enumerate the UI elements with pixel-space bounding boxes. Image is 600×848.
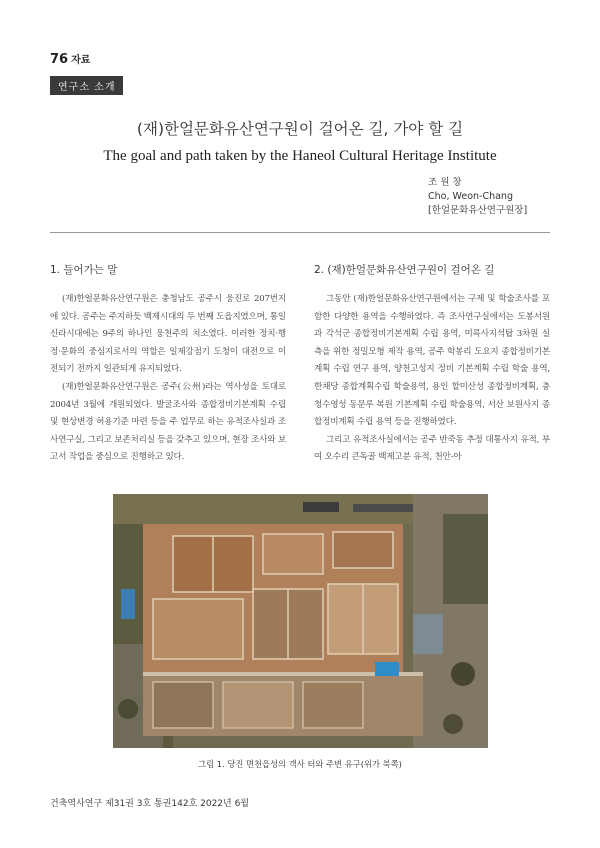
category-tag: 연구소 소개 bbox=[50, 76, 123, 95]
section2-heading: 2. (재)한얼문화유산연구원이 걸어온 길 bbox=[314, 264, 495, 276]
section1-paragraph: (재)한얼문화유산연구원은 공주(公州)라는 역사성을 토대로 2004년 3월에 개원되었다. 발굴조사와 종합정비기본계획 수립 및 현상변경 허용기준 마련 등을 주 업무로 하는 유적조사실과 조사연구실, 그리고 보존처리실 등을 갖추고 있으며, 현장 조사와 보고서 작업을 중심으로 진행하고 있다. bbox=[50, 381, 286, 463]
author-name-ko: 조 원 창 bbox=[428, 177, 462, 188]
section2-paragraph: 그동안 (재)한얼문화유산연구원에서는 구제 및 학술조사를 포함한 다양한 용역을 수행하였다. 즉 조사연구실에서는 도봉서원과 각석군 종합정비기본계획 수립 용역, 미륵사지석탑 3차원 실측을 위한 정밀모형 제작 용역, 공주 학봉리 도요지 종합정비기본계획 수립 연구 용역, 양천고성지 정비 기본계획 수립 학술 용역, 한채당 종합계획수립 학술용역, 용인 할미산성 종합정비계획, 충청수영성 동문루 복원 기본계획 수립 학술용역, 서산 보원사지 종합정비계획 수립 용역 등을 진행하였다. bbox=[314, 294, 550, 428]
page-header bbox=[50, 48, 90, 67]
column-right bbox=[314, 262, 550, 467]
section1-heading: 1. 들어가는 말 bbox=[50, 264, 118, 276]
section2-paragraph: 그리고 유적조사실에서는 공주 반죽동 추정 대통사지 유적, 부여 오수리 큰독골 백제고분 유적, 천안-아 bbox=[314, 434, 550, 463]
column-left bbox=[50, 262, 286, 467]
section-label: 자료 bbox=[71, 55, 91, 66]
author-affiliation: [한얼문화유산연구원장] bbox=[428, 205, 528, 216]
title-korean: (재)한얼문화유산연구원이 걸어온 길, 가야 할 길 bbox=[136, 120, 464, 138]
page-footer: 건축역사연구 제31권 3호 통권142호 2022년 6월 bbox=[50, 799, 250, 809]
aerial-site-photo bbox=[113, 494, 488, 748]
section1-paragraph: (재)한얼문화유산연구원은 충청남도 공주시 웅진로 207번지에 있다. 공주는 주지하듯 백제시대의 두 번째 도읍지였으며, 통일신라시대에는 9주의 하나인 웅천주의 치소였다. 이러한 정치·행정·문화의 중심지로서의 역할은 일제강점기 도청이 대전으로 이전되기 전까지 일관되게 유지되었다. bbox=[50, 294, 286, 375]
page-number: 76 bbox=[50, 52, 69, 67]
author-name-en: Cho, Weon-Chang bbox=[428, 191, 513, 202]
author-block bbox=[428, 176, 527, 218]
title-english: The goal and path taken by the Haneol Cultural Heritage Institute bbox=[103, 148, 497, 164]
divider bbox=[50, 232, 550, 233]
figure-caption: 그림 1. 당진 면천읍성의 객사 터와 주변 유구(위가 북쪽) bbox=[198, 759, 402, 769]
